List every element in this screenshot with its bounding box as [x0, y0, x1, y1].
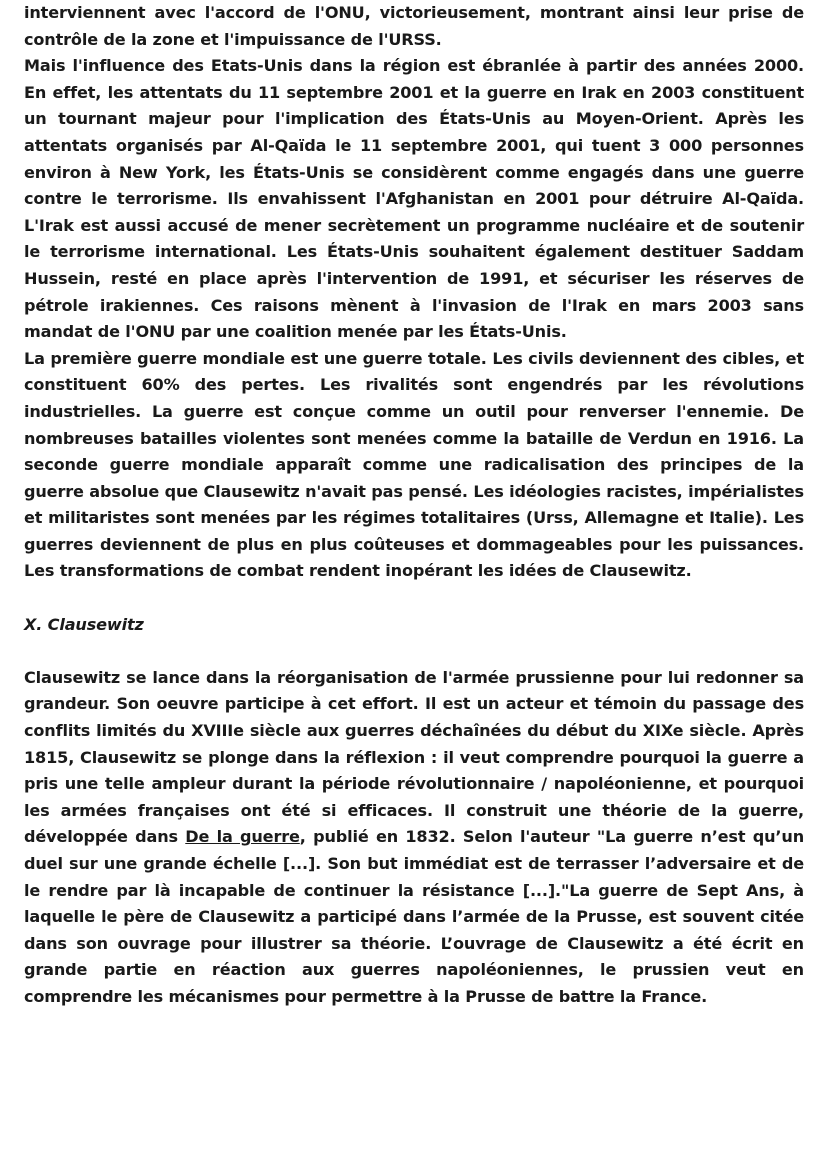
paragraph-world-wars: La première guerre mondiale est une guerre totale. Les civils deviennent des cibles, et constituent 60% des pertes. Les rivalités sont engendrés par les révolutions industrielles. La guerre est conçue comme un outil pour renverser l'ennemie. De nombreuses batailles violentes sont menées comme la bataille de Verdun en 1916. La seconde guerre mondiale apparaît comme une radicalisation des principes de la guerre absolue que Clausewitz n'avait pas pensé. Les idéologies racistes, impérialistes et militaristes sont menées par les régimes totalitaires (Urss, Allemagne et Italie). Les guerres deviennent de plus en plus coûteuses et dommageables pour les puissances. Les transformations de combat rendent inopérant les idées de Clausewitz.	[24, 348, 804, 581]
paragraph-onu-intervention: interviennent avec l'accord de l'ONU, victorieusement, montrant ainsi leur prise de contrôle de la zone et l'impuissance de l'URSS.	[24, 3, 804, 49]
spacer	[24, 638, 804, 665]
spacer	[24, 585, 804, 612]
paragraph-us-influence: Mais l'influence des Etats-Unis dans la région est ébranlée à partir des années 2000. En effet, les attentats du 11 septembre 2001 et la guerre en Irak en 2003 constituent un tournant majeur pour l'implication des États-Unis au Moyen-Orient. Après les attentats organisés par Al-Qaïda le 11 septembre 2001, qui tuent 3 000 personnes environ à New York, les États-Unis se considèrent comme engagés dans une guerre contre le terrorisme. Ils envahissent l'Afghanistan en 2001 pour détruire Al-Qaïda. L'Irak est aussi accusé de mener secrètement un programme nucléaire et de soutenir le terrorisme international. Les États-Unis souhaitent également destituer Saddam Hussein, resté en place après l'intervention de 1991, et sécuriser les réserves de pétrole irakiennes. Ces raisons mènent à l'invasion de l'Irak en mars 2003 sans mandat de l'ONU par une coalition menée par les États-Unis.	[24, 56, 804, 342]
section-heading: X. Clausewitz	[24, 614, 144, 634]
paragraph-clausewitz	[24, 665, 804, 1011]
paragraph-clausewitz-part2: , publié en 1832. Selon l'auteur "La guerre n’est qu’un duel sur une grande échelle [...]. Son but immédiat est de terrasser l’adversaire et de le rendre par là incapable de continuer la résistance [...]."La guerre de Sept Ans, à laquelle le père de Clausewitz a participé dans l’armée de la Prusse, est souvent citée dans son ouvrage pour illustrer sa théorie. L’ouvrage de Clausewitz a été écrit en grande partie en réaction aux guerres napoléoniennes, le prussien veut en comprendre les mécanismes pour permettre à la Prusse de battre la France.	[24, 827, 804, 1006]
book-title-de-la-guerre: De la guerre	[185, 827, 300, 847]
paragraph-clausewitz-part1: Clausewitz se lance dans la réorganisation de l'armée prussienne pour lui redonner sa grandeur. Son oeuvre participe à cet effort. Il est un acteur et témoin du passage des conflits limités du XVIIIe siècle aux guerres déchaînées du début du XIXe siècle. Après 1815, Clausewitz se plonge dans la réflexion : il veut comprendre pourquoi la guerre a pris une telle ampleur durant la période révolutionnaire / napoléonienne, et pourquoi les armées françaises ont été si efficaces. Il construit une théorie de la guerre, développée dans	[24, 667, 804, 847]
document-page	[24, 0, 804, 1011]
